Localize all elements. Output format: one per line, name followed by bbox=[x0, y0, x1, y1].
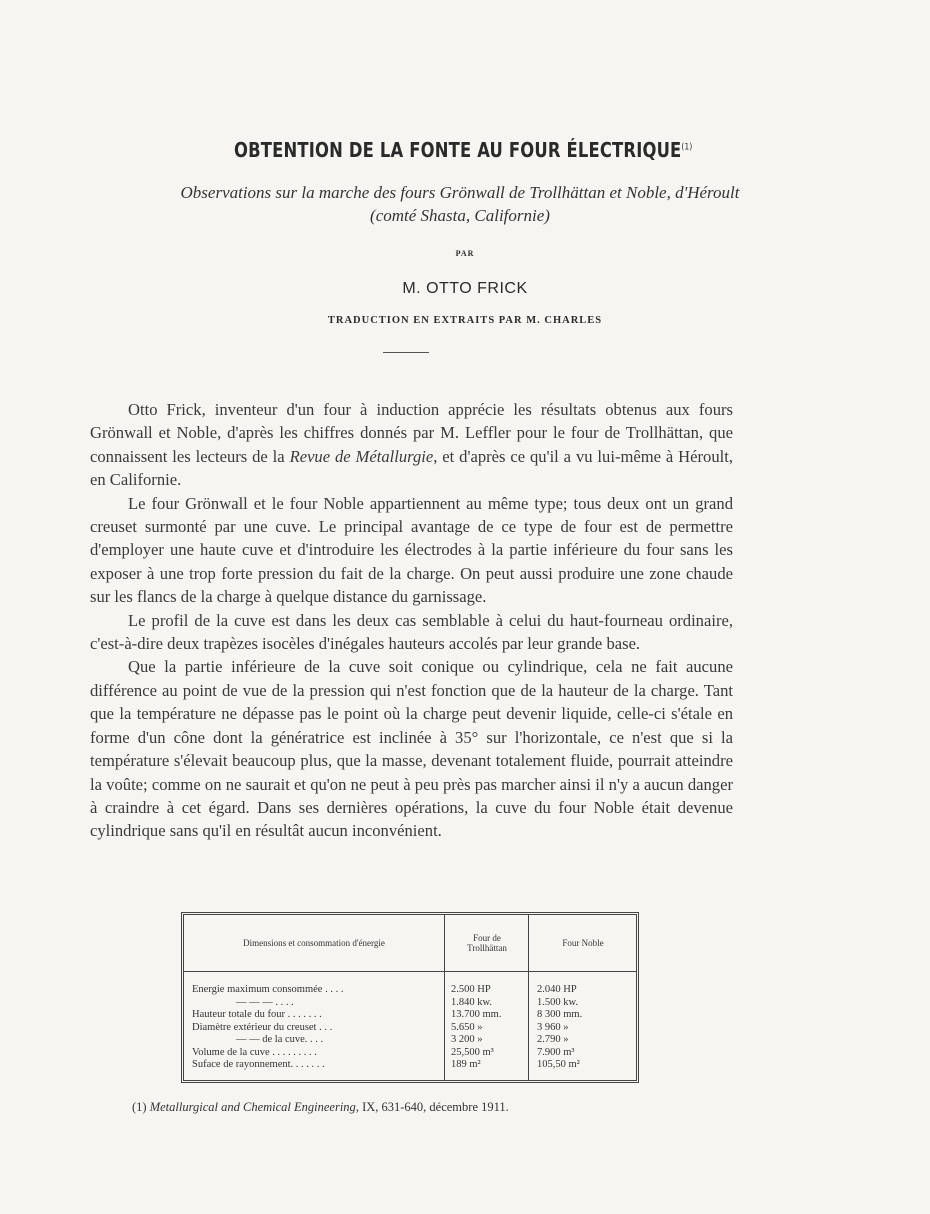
article-body bbox=[90, 398, 733, 843]
table-row-label: Hauteur totale du four . . . . . . . bbox=[192, 1009, 322, 1020]
table-header-noble: Four Noble bbox=[562, 938, 604, 948]
table-column-noble bbox=[528, 915, 637, 1080]
paragraph-3: Le profil de la cuve est dans les deux cas semblable à celui du haut-fourneau ordinaire, c'est-à-dire deux trapèzes isocèles d'inégales hauteurs accolés par leur grande base. bbox=[90, 610, 733, 654]
subtitle bbox=[110, 181, 810, 227]
table-cell: 2.790 » bbox=[537, 1034, 569, 1045]
table-header-trollhattan: Four de Trollhättan bbox=[467, 933, 507, 953]
table-cell: 1.500 kw. bbox=[537, 996, 579, 1008]
subtitle-line-2: (comté Shasta, Californie) bbox=[370, 206, 550, 225]
footnote bbox=[132, 1100, 509, 1115]
footnote-journal: Metallurgical and Chemical Engineering bbox=[149, 1100, 356, 1114]
paragraph-1-text-a: Otto Frick, inventeur d'un four à induction apprécie les résultats obtenus aux fours Grönwall et Noble, d'après les chiffres donnés par M. Leffler pour le four de Trollhättan, que connaissent les lecteurs de la bbox=[90, 400, 733, 466]
footnote-reference: , IX, 631-640, décembre 1911. bbox=[355, 1100, 509, 1114]
table-cell: 25,500 m³ bbox=[451, 1046, 494, 1058]
table-row-label: Suface de rayonnement. . . . . . . bbox=[192, 1059, 325, 1070]
footnote-number: (1) bbox=[132, 1100, 147, 1114]
subtitle-line-1: Observations sur la marche des fours Grönwall de Trollhättan et Noble, d'Héroult bbox=[180, 183, 740, 202]
dimensions-table bbox=[181, 912, 639, 1083]
table-cell: 5.650 » bbox=[451, 1021, 483, 1033]
table-cell: 3 200 » bbox=[451, 1034, 483, 1045]
table-cell: 1.840 kw. bbox=[451, 996, 493, 1008]
table-row-label: Diamètre extérieur du creuset . . . bbox=[192, 1021, 333, 1033]
table-column-trollhattan bbox=[444, 915, 529, 1080]
table-header-dimensions: Dimensions et consommation d'énergie bbox=[243, 938, 385, 948]
paragraph-1-text-b: , et d'après ce qu'il a vu lui-même à Héroult, en Californie. bbox=[90, 446, 734, 490]
journal-name-inline: Revue de Métallurgie bbox=[289, 446, 434, 466]
by-label: PAR bbox=[455, 249, 475, 258]
paragraph-2: Le four Grönwall et le four Noble appartiennent au même type; tous deux ont un grand creuset surmonté par une cuve. Le principal avantage de ce type de four est de permettre d'employer une haute cuve et d'introduire les électrodes à la partie inférieure du four sans les exposer à une trop forte pression du fait de la charge. On peut aussi produire une zone chaude sur les flancs de la charge à quelque distance du garnissage. bbox=[90, 493, 733, 607]
table-cell: 2.040 HP bbox=[537, 984, 577, 995]
table-row-label: — — — . . . . bbox=[236, 996, 294, 1008]
author: M. OTTO FRICK bbox=[402, 280, 528, 297]
table-cell: 189 m² bbox=[451, 1059, 481, 1070]
table-cell: 3 960 » bbox=[537, 1021, 569, 1033]
table-cell: 105,50 m² bbox=[537, 1059, 580, 1070]
table-cell: 7.900 m³ bbox=[537, 1046, 575, 1058]
title-text: OBTENTION DE LA FONTE AU FOUR ÉLECTRIQUE bbox=[234, 138, 682, 162]
article-title bbox=[82, 138, 845, 162]
table-cell: 2.500 HP bbox=[451, 984, 491, 995]
table-cell: 8 300 mm. bbox=[537, 1009, 583, 1020]
table-column-labels bbox=[184, 915, 444, 1080]
table-row-label: — — de la cuve. . . . bbox=[236, 1034, 324, 1045]
divider bbox=[383, 352, 429, 353]
paragraph-1 bbox=[90, 398, 733, 492]
table-row-label: Volume de la cuve . . . . . . . . . bbox=[192, 1046, 317, 1058]
title-footnote-mark: (1) bbox=[681, 142, 693, 153]
table-cell: 13.700 mm. bbox=[451, 1009, 502, 1020]
paragraph-4: Que la partie inférieure de la cuve soit conique ou cylindrique, cela ne fait aucune différence au point de vue de la pression qui n'est fonction que de la hauteur de la charge. Tant que la température ne dépasse pas le point où la charge peut devenir liquide, celle-ci s'étale en forme d'un cône dont la génératrice est inclinée à 35° sur l'horizontale, ce n'est que si la température s'élevait beaucoup plus, que la masse, devenant totalement fluide, pourrait atteindre la voûte; comme on ne saurait et qu'on ne peut à peu près pas marcher ainsi il n'y a aucun danger à craindre à cet égard. Dans ses dernières opérations, la cuve du four Noble était devenue cylindrique sans qu'il en résultât aucun inconvénient. bbox=[90, 657, 733, 841]
translation-credit: TRADUCTION EN EXTRAITS PAR M. CHARLES bbox=[327, 315, 603, 326]
table-row-label: Energie maximum consommée . . . . bbox=[192, 984, 344, 995]
